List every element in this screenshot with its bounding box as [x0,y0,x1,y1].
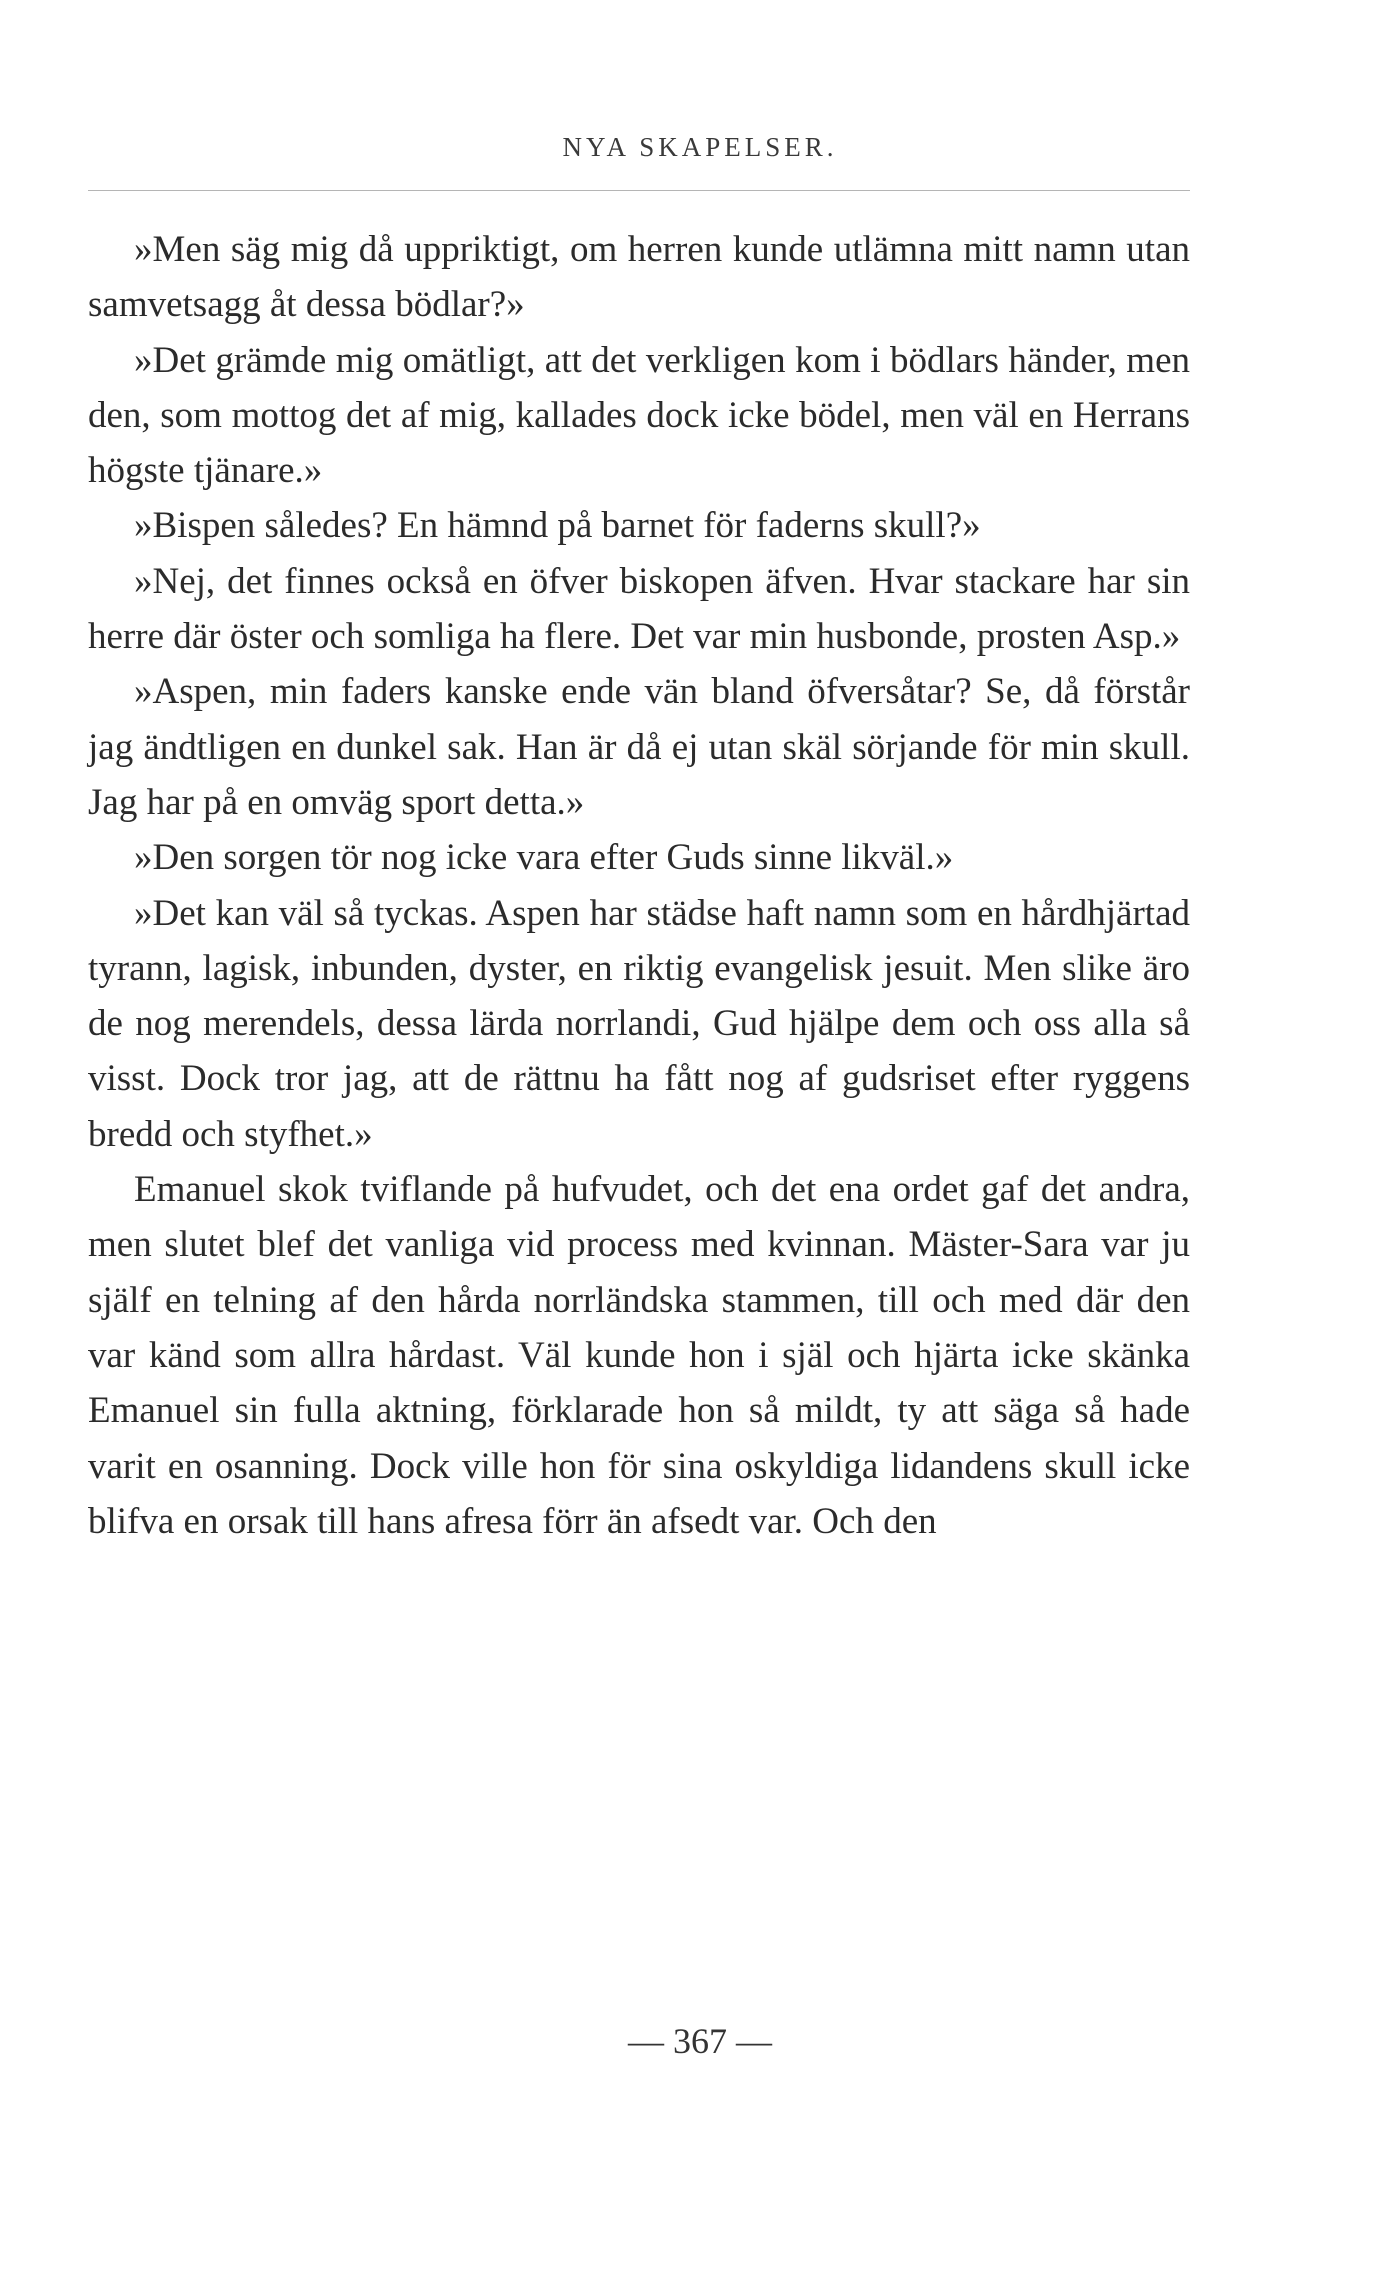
paragraph: »Bispen således? En hämnd på barnet för faderns skull?» [134,505,981,547]
paragraph: »Men säg mig då uppriktigt, om herren kunde utlämna mitt namn utan samvetsagg åt dessa bödlar?» [88,229,1190,326]
paragraph: »Nej, det finnes också en öfver biskopen äfven. Hvar stackare har sin herre där öster och somliga ha flere. Det var min husbonde, prosten Asp.» [88,560,1190,658]
page-number: — 367 — [628,2021,772,2061]
paragraph: »Det grämde mig omätligt, att det verkligen kom i bödlars händer, men den, som mottog det af mig, kallades dock icke bödel, men väl en Herrans högste tjänare.» [88,339,1190,492]
paragraph: »Den sorgen tör nog icke vara efter Guds sinne likväl.» [134,837,954,879]
running-title: NYA SKAPELSER. [562,132,838,162]
body-text [88,222,1190,1549]
paragraph: »Aspen, min faders kanske ende vän bland öfversåtar? Se, då förstår jag ändtligen en dunkel sak. Han är då ej utan skäl sörjande för min skull. Jag har på en omväg sport detta.» [88,671,1190,823]
paragraph: Emanuel skok tviflande på hufvudet, och det ena ordet gaf det andra, men slutet blef det vanliga vid process med kvinnan. Mäster-Sara var ju själf en telning af den hårda norrländska stammen, till och med där den var känd som allra hårdast. Väl kunde hon i själ och hjärta icke skänka Emanuel sin fulla aktning, förklarade hon så mildt, ty att säga så hade varit en osanning. Dock ville hon för sina oskyldiga lidandens skull icke blifva en orsak till hans afresa förr än afsedt var. Och den [88,1169,1190,1542]
paragraph: »Det kan väl så tyckas. Aspen har städse haft namn som en hårdhjärtad tyrann, lagisk, inbunden, dyster, en riktig evangelisk jesuit. Men slike äro de nog merendels, dessa lärda norrlandi, Gud hjälpe dem och oss alla så visst. Dock tror jag, att de rättnu ha fått nog af gudsriset efter ryggens bredd och styfhet.» [88,892,1190,1155]
header-rule [88,190,1190,191]
